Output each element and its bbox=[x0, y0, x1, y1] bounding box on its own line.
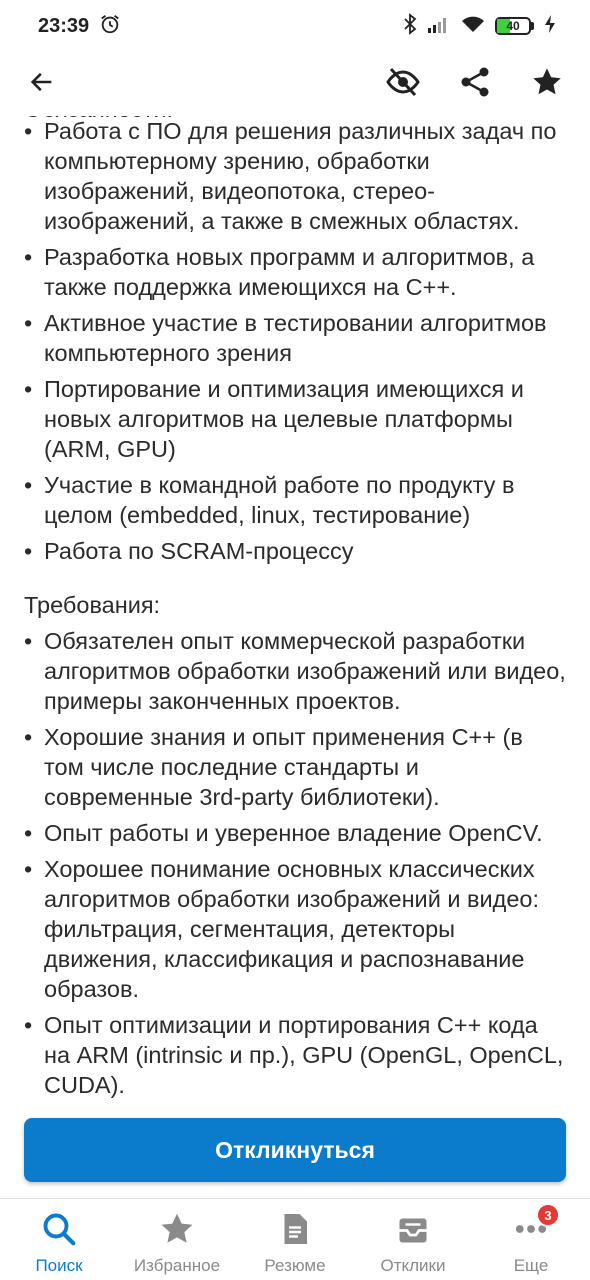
status-right bbox=[403, 13, 556, 40]
document-icon bbox=[277, 1211, 313, 1252]
bluetooth-icon bbox=[403, 13, 417, 40]
apply-button[interactable]: Откликнуться bbox=[24, 1118, 566, 1182]
status-bar bbox=[0, 0, 590, 52]
list-item: • Работа с ПО для решения различных задач по компьютерному зрению, обработки изображений, видеопотока, стерео-изображений, а также в смежных областях. bbox=[24, 116, 568, 236]
inbox-icon bbox=[395, 1211, 431, 1252]
hide-vacancy-button[interactable] bbox=[378, 59, 428, 109]
list-item: • Хорошее понимание основных классических алгоритмов обработки изображений и видео: фильтрация, сегментация, детекторы движения, классификация и распознавание образов. bbox=[24, 854, 568, 1004]
list-item: • Разработка новых программ и алгоритмов, а также поддержка имеющихся на С++. bbox=[24, 242, 568, 302]
back-button[interactable] bbox=[18, 60, 66, 108]
nav-label: Резюме bbox=[264, 1256, 326, 1275]
app-bar bbox=[0, 52, 590, 116]
arrow-left-icon bbox=[28, 68, 56, 101]
list-item: • Участие в командной работе по продукту в целом (embedded, linux, тестирование) bbox=[24, 470, 568, 530]
battery-icon bbox=[495, 17, 534, 35]
nav-label: Отклики bbox=[380, 1256, 446, 1275]
nav-item-search[interactable] bbox=[0, 1199, 118, 1280]
requirements-heading: Требования: bbox=[24, 592, 161, 618]
status-time: 23:39 bbox=[38, 14, 90, 37]
list-item: • Портирование и оптимизация имеющихся и новых алгоритмов на целевые платформы (ARM, GPU) bbox=[24, 374, 568, 464]
favorite-button[interactable] bbox=[522, 59, 572, 109]
nav-item-resume[interactable] bbox=[236, 1199, 354, 1280]
nav-item-favorites[interactable] bbox=[118, 1199, 236, 1280]
duties-list bbox=[24, 116, 568, 566]
list-item: • Обязателен опыт коммерческой разработки алгоритмов обработки изображений или видео, примеры законченных проектов. bbox=[24, 626, 568, 716]
list-item: • Хорошие знания и опыт применения С++ (в том числе последние стандарты и современные 3rd-party библиотеки). bbox=[24, 722, 568, 812]
nav-label: Избранное bbox=[133, 1256, 221, 1275]
vacancy-description bbox=[0, 116, 590, 1106]
requirements-list bbox=[24, 626, 568, 1100]
app-bar-actions bbox=[378, 59, 572, 109]
bottom-nav bbox=[0, 1198, 590, 1280]
status-left bbox=[38, 13, 121, 40]
nav-label: Еще bbox=[513, 1256, 549, 1275]
charging-icon bbox=[544, 14, 556, 39]
signal-icon bbox=[427, 14, 451, 39]
list-item: • Активное участие в тестировании алгоритмов компьютерного зрения bbox=[24, 308, 568, 368]
nav-item-responses[interactable] bbox=[354, 1199, 472, 1280]
alarm-icon bbox=[99, 13, 121, 40]
notification-badge: 3 bbox=[536, 1203, 560, 1227]
share-button[interactable] bbox=[450, 59, 500, 109]
nav-label: Поиск bbox=[35, 1256, 83, 1275]
list-item: • Работа по SCRAM-процессу bbox=[24, 536, 568, 566]
star-icon bbox=[159, 1211, 195, 1252]
battery-level: 40 bbox=[506, 19, 520, 33]
search-icon bbox=[41, 1211, 77, 1252]
share-icon bbox=[460, 66, 490, 103]
star-icon bbox=[531, 66, 563, 103]
eye-off-icon bbox=[386, 67, 420, 102]
nav-item-more[interactable] bbox=[472, 1199, 590, 1280]
list-item: • Опыт оптимизации и портирования С++ кода на ARM (intrinsic и пр.), GPU (OpenGL, OpenCL, CUDA). bbox=[24, 1010, 568, 1100]
list-item: • Опыт работы и уверенное владение OpenCV. bbox=[24, 818, 568, 848]
apply-bar bbox=[0, 1106, 590, 1198]
wifi-icon bbox=[461, 14, 485, 39]
